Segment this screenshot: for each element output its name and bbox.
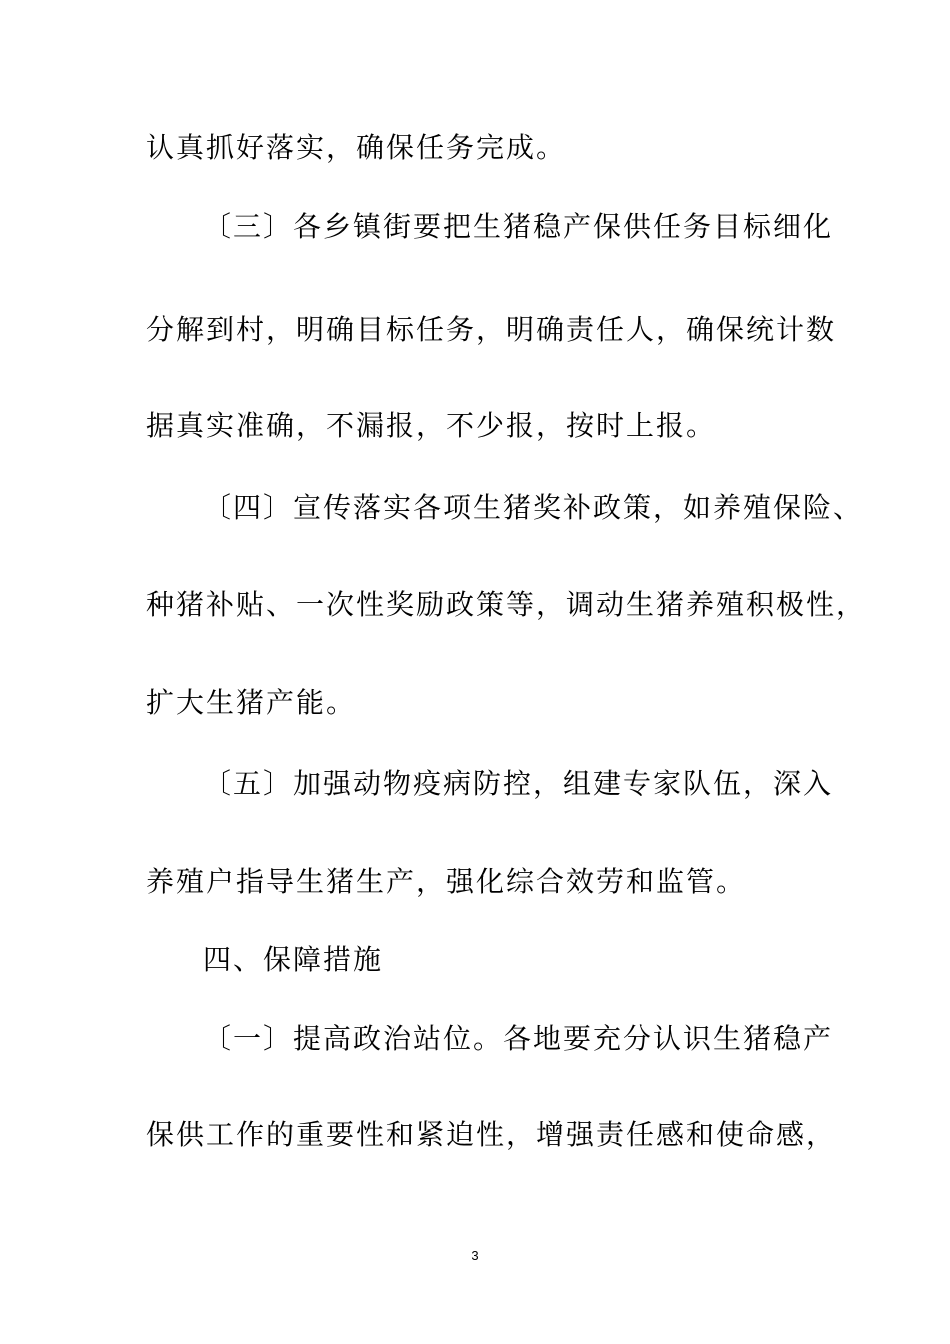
text-line-1: 认真抓好落实，确保任务完成。	[146, 131, 567, 164]
text-line-6: 种猪补贴、一次性奖励政策等，调动生猪养殖积极性，	[146, 588, 867, 621]
text-line-4: 据真实准确，不漏报，不少报，按时上报。	[146, 409, 717, 442]
text-line-9: 养殖户指导生猪生产，强化综合效劳和监管。	[146, 865, 747, 898]
text-line-8: 〔五〕加强动物疫病防控，组建专家队伍，深入	[203, 767, 834, 800]
text-line-11: 〔一〕提高政治站位。各地要充分认识生猪稳产	[203, 1022, 834, 1055]
page-number: 3	[471, 1248, 479, 1263]
text-line-7: 扩大生猪产能。	[146, 686, 357, 719]
text-line-5: 〔四〕宣传落实各项生猪奖补政策，如养殖保险、	[203, 491, 864, 524]
text-line-12: 保供工作的重要性和紧迫性，增强责任感和使命感，	[146, 1118, 837, 1151]
text-line-2: 〔三〕各乡镇街要把生猪稳产保供任务目标细化	[203, 210, 834, 243]
text-line-3: 分解到村，明确目标任务，明确责任人，确保统计数	[146, 313, 837, 346]
section-heading: 四、保障措施	[203, 943, 384, 976]
